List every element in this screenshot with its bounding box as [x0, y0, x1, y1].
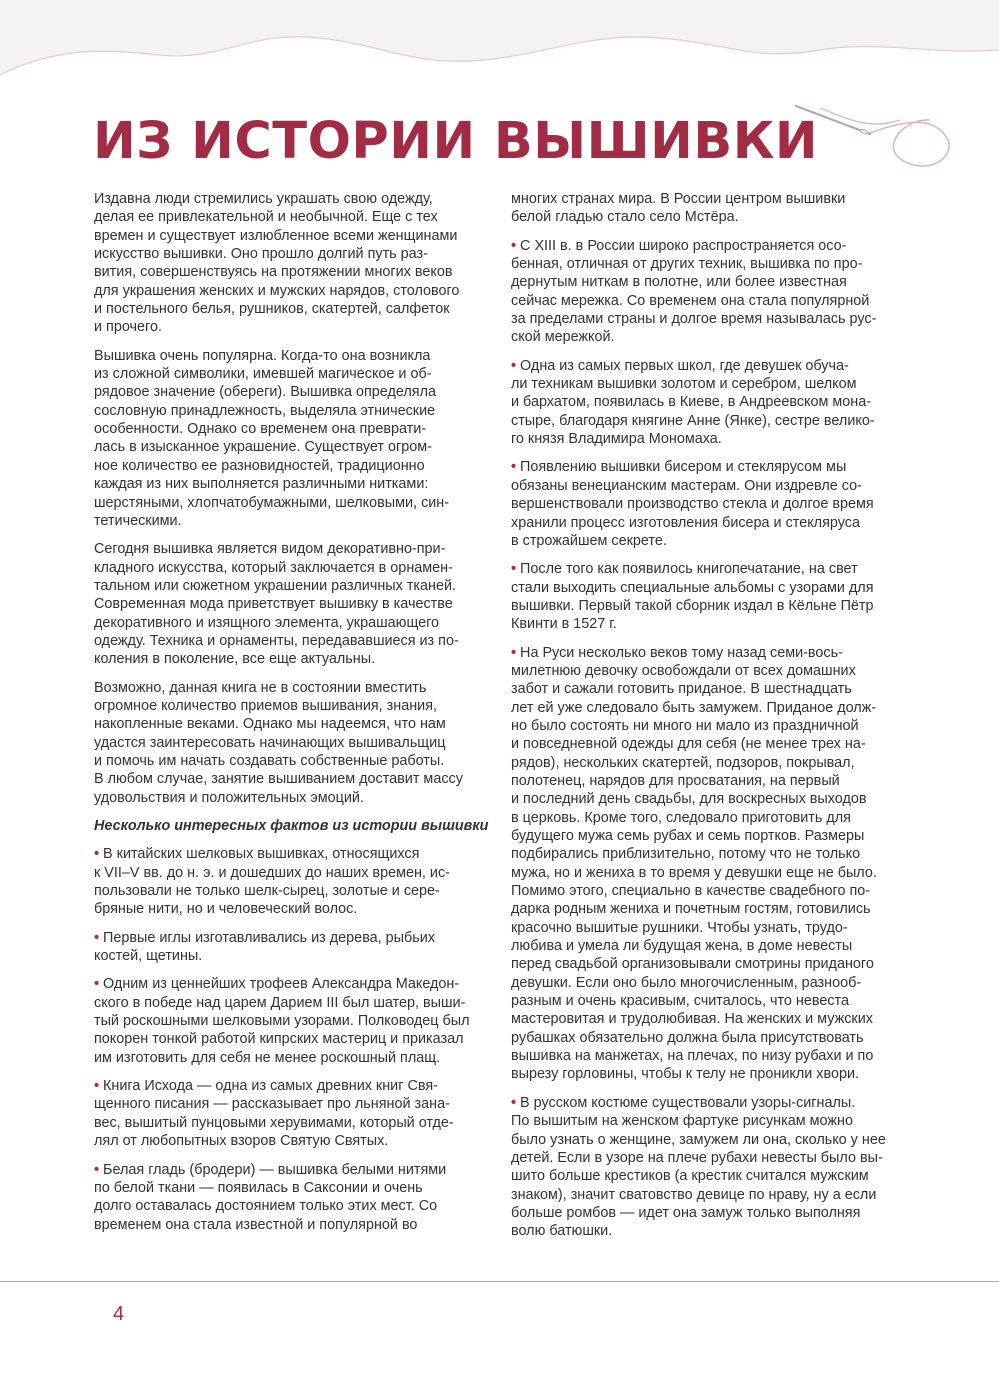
bullet-icon: •	[511, 237, 517, 254]
fact-item	[511, 357, 907, 449]
footer-divider	[0, 1281, 999, 1282]
intro-paragraph: Вышивка очень популярна. Когда-то она возникла из сложной символики, имевшей магическое и об- рядовое значение (обереги). Вышивка определяла сословную принадлежность, выделяла этнические особенности. Однако со временем она преврати- лась в изысканное украшение. Существует огром- ное количество ее разновидностей, традиционно каждая из них выполняется различными нитками: шерстяными, хлопчатобумажными, шелковыми, син- тетическими.	[94, 347, 450, 529]
fact-item	[94, 1077, 490, 1150]
fact-item	[511, 644, 907, 1084]
fact-text: После того как появилось книгопечатание, на свет стали выходить специальные альбомы с узорами для вышивки. Первый такой сборник издал в Кёльне Пётр Квинти в 1527 г.	[511, 561, 874, 633]
intro-paragraph: Возможно, данная книга не в состоянии вместить огромное количество приемов вышивания, знания, накопленные веками. Однако мы надеемся, что нам удастся заинтересовать начинающих вышивальщиц и помочь им начать создавать собственные работы. В любом случае, занятие вышиванием доставит массу удовольствия и положительных эмоций.	[94, 679, 463, 806]
right-column	[511, 190, 907, 1251]
fact-text: Книга Исхода — одна из самых древних книг Свя- щенного писания — рассказывает про льняной зана- вес, вышитый пунцовыми херувимами, который отде- лял от любопытных взоров Святую Святых.	[94, 1078, 454, 1150]
fact-text: В русском костюме существовали узоры-сигналы. По вышитым на женском фартуке рисункам можно было узнать о женщине, замужем ли она, сколько у нее детей. Если в узоре на плече рубахи невесты было вы- шито больше крестиков (а крестик считался мужским знаком), значит сватовство девице по нраву, ну а если больше ромбов — идет она замуж только выполняя волю батюшки.	[511, 1094, 886, 1240]
bullet-icon: •	[94, 1161, 100, 1178]
bullet-icon: •	[94, 846, 100, 863]
wave-border-decoration	[0, 0, 999, 75]
page-title: ИЗ ИСТОРИИ ВЫШИВКИ	[93, 112, 819, 171]
intro-paragraph: Сегодня вышивка является видом декоративно-при- кладного искусства, который заключается в орнамен- тальном или сюжетном украшении различных тканей. Современная мода приветствует вышивку в качестве декоративного и изящного элемента, украшающего одежду. Техника и орнаменты, передававшиеся из по- коления в поколение, все еще актуальны.	[94, 541, 459, 668]
left-column	[94, 190, 490, 1244]
fact-text: С XIII в. в России широко распространяется осо- бенная, отличная от других техник, вышивка по про- дернутым ниткам в полотне, или более известная сейчас мережка. Со временем она стала популярной за пределами страны и долгое время называлась рус- ской мережкой.	[511, 237, 877, 346]
fact-item	[511, 1094, 907, 1241]
fact-item	[94, 1161, 490, 1234]
fact-text: В китайских шелковых вышивках, относящихся к VII–V вв. до н. э. и дошедших до наших времен, ис- пользовали не только шелк-сырец, золотые и сере- бряные нити, но и человеческий волос.	[94, 846, 450, 918]
bullet-icon: •	[94, 976, 100, 993]
fact-item	[94, 975, 490, 1067]
bullet-icon: •	[511, 561, 517, 578]
fact-item	[511, 458, 907, 550]
fact-text: Одна из самых первых школ, где девушек обуча- ли техникам вышивки золотом и серебром, шелком и бархатом, появилась в Киеве, в Андреевском мона- стыре, благодаря княгине Анне (Янке), сестре велико- го князя Владимира Мономаха.	[511, 357, 875, 448]
intro-paragraph: Издавна люди стремились украшать свою одежду, делая ее привлекательной и необычной. Еще с тех времен и существует излюбленное всеми женщинами искусство вышивки. Оно прошло долгий путь раз- вития, совершенствуясь на протяжении многих веков для украшения женских и мужских нарядов, столового и постельного белья, рушников, скатертей, салфеток и прочего.	[94, 191, 460, 336]
fact-item	[511, 560, 907, 633]
fact-item	[511, 237, 907, 347]
fact-text: На Руси несколько веков тому назад семи-вось- милетнюю девочку освобождали от всех домашних забот и сажали готовить приданое. В шестнадцать лет ей уже следовало быть замужем. Приданое долж- но было состоять ни много ни мало из праздничной и повседневной одежды для себя (не менее трех на- рядов), нескольких скатертей, подзоров, покрывал, полотенец, нарядов для просватания, на первый и последний день свадьбы, для воскресных выходов в церковь. Кроме того, следовало приготовить для будущего мужа семь рубах и семь портков. Размеры подбирались приблизительно, потому что не только мужа, но и жениха в то время у девушки еще не было. Помимо этого, специально в качестве свадебного по- дарка родным жениха и почетным гостям, готовились красочно вышитые рушники. Чтобы узнать, трудо- любива и умела ли будущая жена, в доме невесты перед свадьбой организовывали смотрины приданого девушки. Если оно было многочисленным, разнооб- разным и очень красивым, считалось, что невеста мастеровитая и трудолюбивая. На женских и мужских рубашках обязательно должна была присутствовать вышивка на манжетах, на плечах, по низу рубахи и по вырезу горловины, чтобы к телу не проникли хвори.	[511, 644, 877, 1083]
page-number: 4	[113, 1303, 125, 1325]
bullet-icon: •	[94, 929, 100, 946]
fact-text: Первые иглы изготавливались из дерева, рыбьих костей, щетины.	[94, 929, 435, 965]
bullet-icon: •	[511, 459, 517, 476]
bullet-icon: •	[511, 357, 517, 374]
bullet-icon: •	[511, 644, 517, 661]
bullet-icon: •	[94, 1078, 100, 1095]
fact-item	[94, 845, 490, 918]
fact-text: Белая гладь (бродери) — вышивка белыми нитями по белой ткани — появилась в Саксонии и очень долго оставалась достоянием только этих мест. Со временем она стала известной и популярной во	[94, 1161, 447, 1233]
fact-text: Одним из ценнейших трофеев Александра Македон- ского в победе над царем Дарием III был шатер, выши- тый роскошными шелковыми узорами. Полководец был покорен тонкой работой кипрских мастериц и приказал им изготовить для себя не менее роскошный плащ.	[94, 976, 470, 1066]
bullet-icon: •	[511, 1094, 517, 1111]
fact-continuation: многих странах мира. В России центром вышивки белой гладью стало село Мстёра.	[511, 191, 846, 226]
facts-heading: Несколько интересных фактов из истории вышивки	[94, 818, 489, 834]
fact-text: Появлению вышивки бисером и стеклярусом мы обязаны венецианским мастерам. Они издревле со- вершенствовали производство стекла и долгое время хранили процесс изготовления бисера и стекляруса в строжайшем секрете.	[511, 459, 874, 549]
fact-item	[94, 929, 490, 966]
needle-and-thread-icon	[796, 106, 949, 166]
